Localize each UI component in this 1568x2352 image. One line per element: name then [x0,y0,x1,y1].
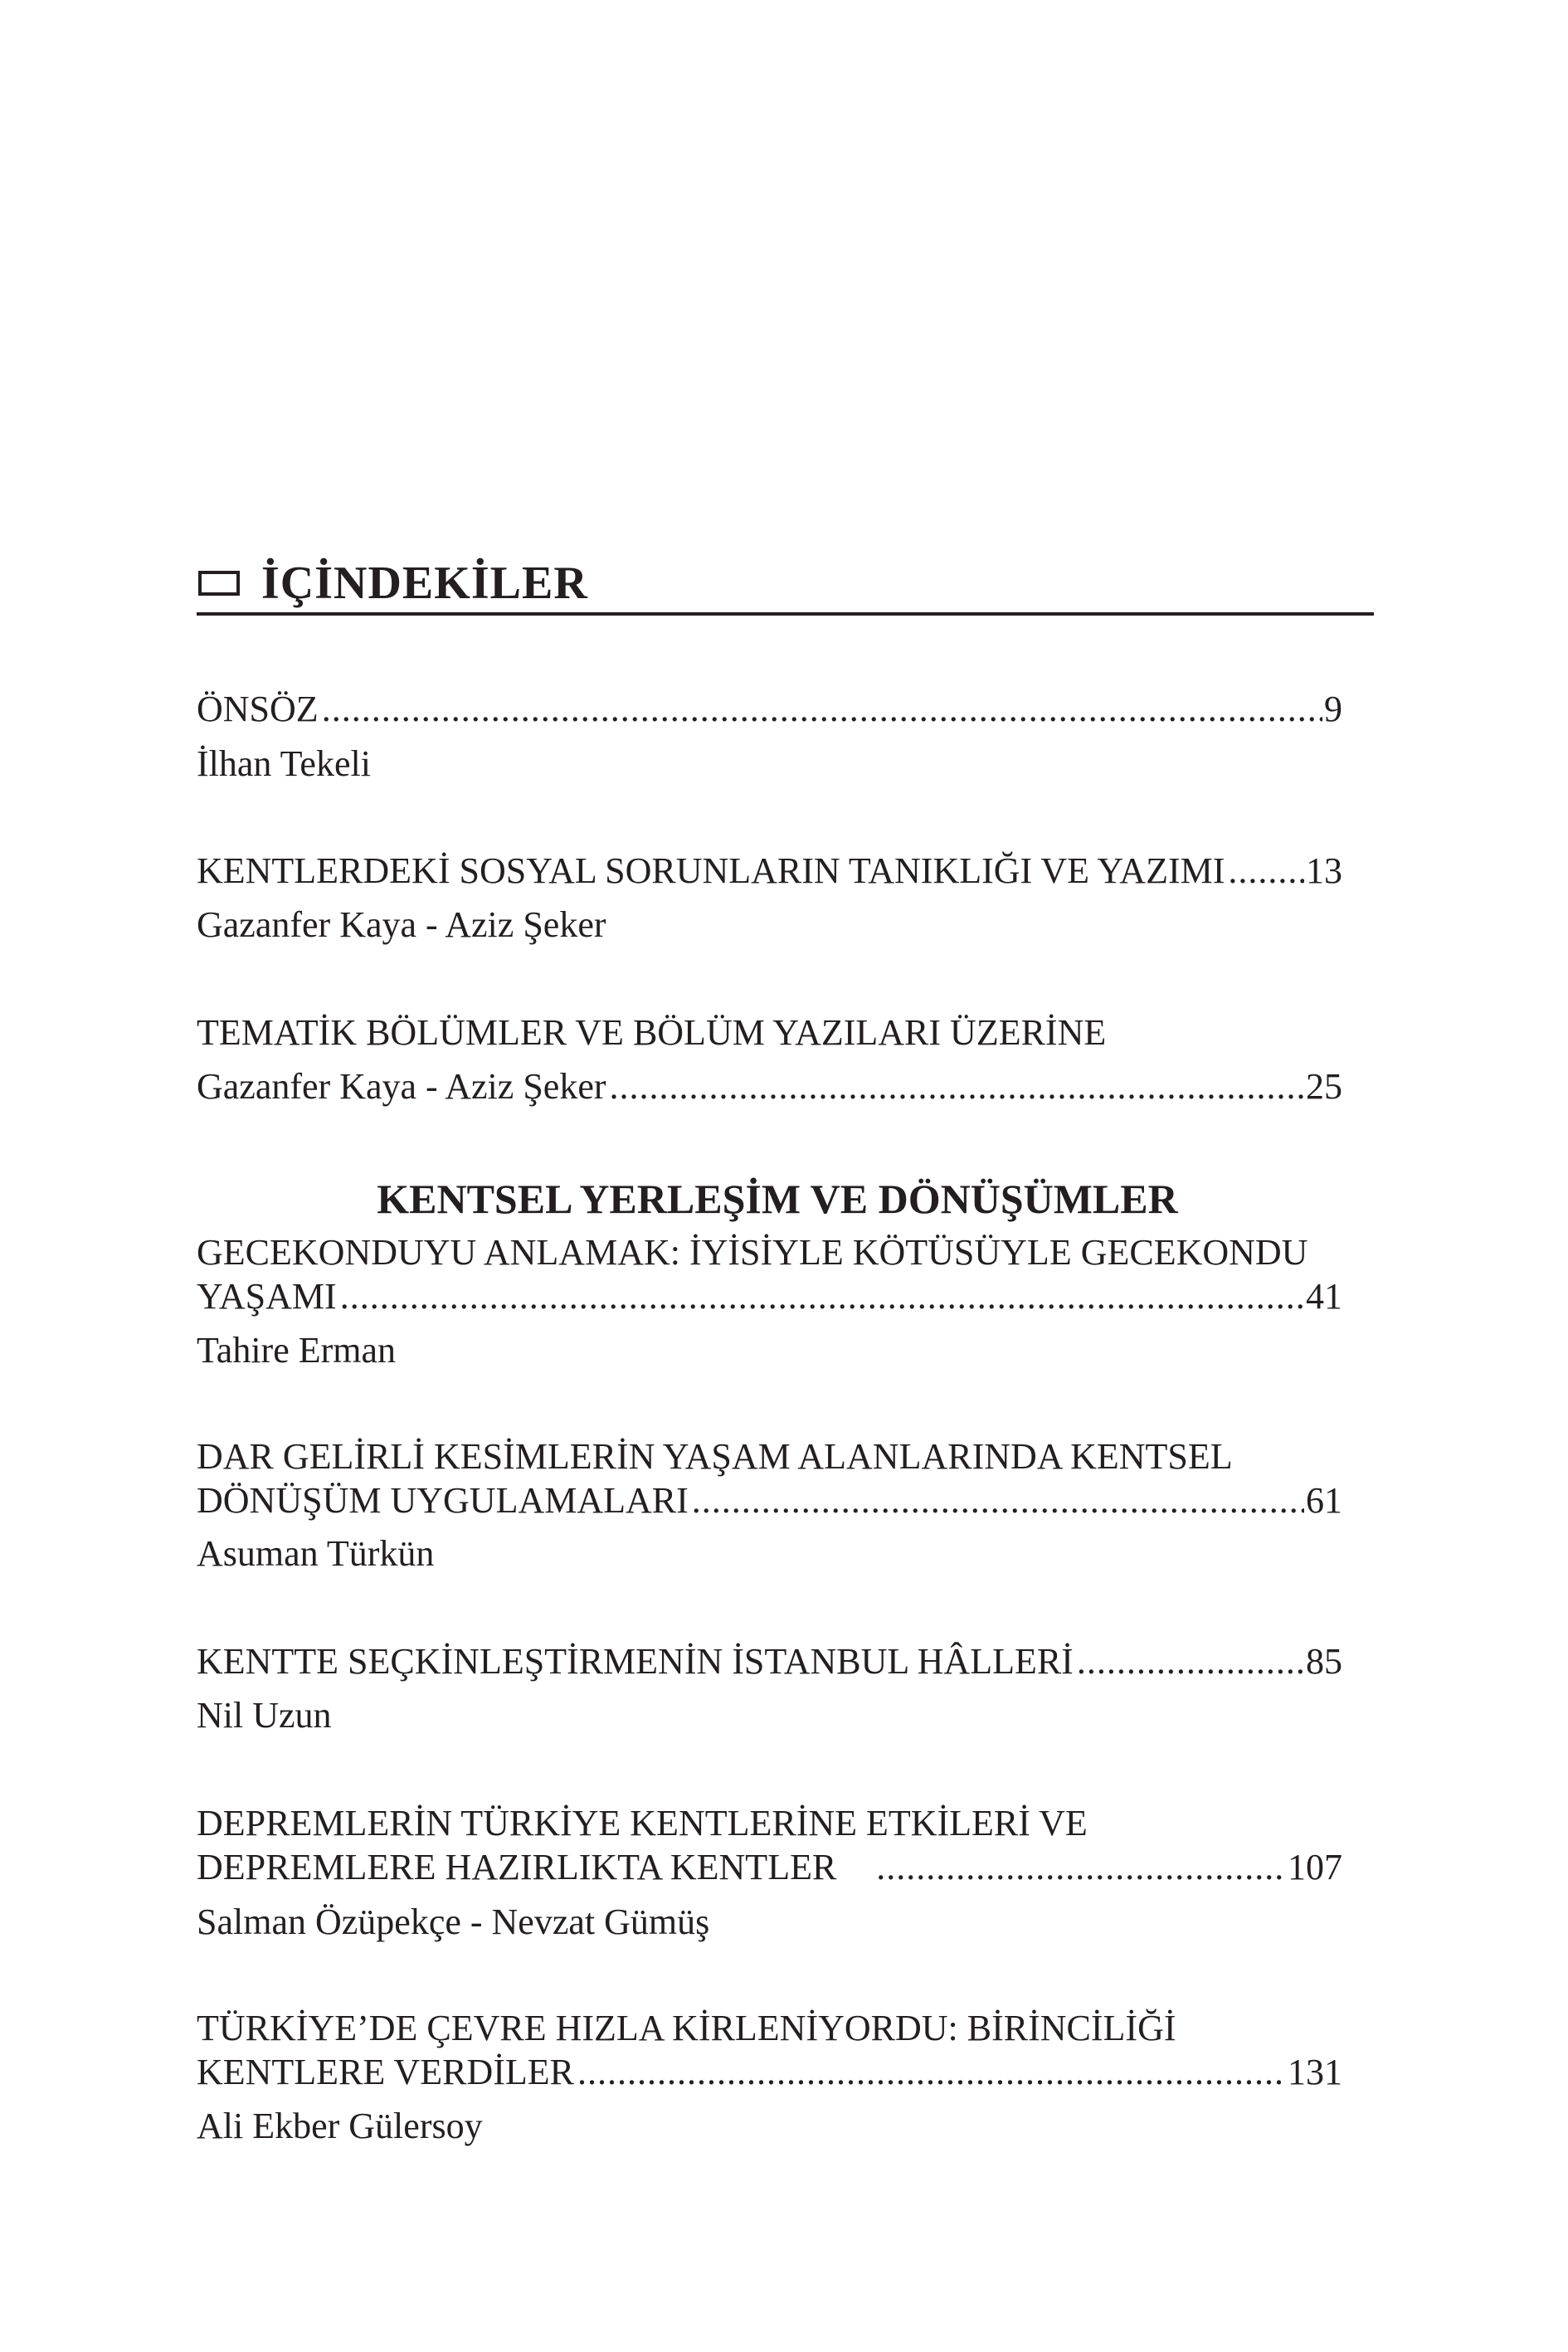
toc-entry-depremler[interactable] [197,1843,1342,1892]
entry-author: İlhan Tekeli [197,743,371,784]
dot-leader [692,1476,1304,1526]
entry-author: Gazanfer Kaya - Aziz Şeker [197,904,606,945]
toc-entry-gecekondu[interactable] [197,1272,1342,1322]
entry-title-line2: DÖNÜŞÜM UYGULAMALARI [197,1480,689,1521]
entry-author: Tahire Erman [197,1330,397,1371]
toc-header [197,554,1374,616]
entry-title: ÖNSÖZ [197,689,319,729]
entry-title-line1[interactable]: TÜRKİYE’DE ÇEVRE HIZLA KİRLENİYORDU: BİRİNCİLİĞİ [197,2008,1176,2048]
dot-leader [876,1843,1286,1892]
entry-author: Asuman Türkün [197,1533,435,1574]
dot-leader [1228,846,1304,896]
page-number: 61 [1306,1480,1342,1521]
entry-title: KENTTE SEÇKİNLEŞTİRMENİN İSTANBUL HÂLLERİ [197,1641,1074,1682]
entry-title[interactable]: TEMATİK BÖLÜMLER VE BÖLÜM YAZILARI ÜZERİNE [197,1012,1107,1053]
toc-entry-cevre[interactable] [197,2048,1342,2097]
entry-title-line1[interactable]: DAR GELİRLİ KESİMLERİN YAŞAM ALANLARINDA KENTSEL [197,1436,1233,1477]
entry-author: Gazanfer Kaya - Aziz Şeker [197,1066,606,1107]
entry-title-line1[interactable]: GECEKONDUYU ANLAMAK: İYİSİYLE KÖTÜSÜYLE GECEKONDU [197,1232,1308,1273]
page-number: 41 [1306,1276,1342,1317]
toc-entry-tanikligi[interactable] [197,846,1342,896]
page-number: 13 [1306,850,1342,891]
dot-leader [610,1062,1305,1112]
entry-title-line2: YAŞAMI [197,1276,337,1317]
page-number: 85 [1306,1641,1342,1682]
page-title: İÇİNDEKİLER [261,558,588,609]
page-number: 25 [1306,1066,1342,1107]
entry-author: Nil Uzun [197,1695,332,1736]
page-number: 9 [1324,689,1342,729]
toc-entry-tematik[interactable] [197,1062,1342,1112]
dot-leader [322,684,1322,734]
entry-author: Ali Ekber Gülersoy [197,2106,483,2146]
entry-author: Salman Özüpekçe - Nevzat Gümüş [197,1902,710,1942]
toc-entry-dar-gelirli[interactable] [197,1476,1342,1526]
entry-title-line2: DEPREMLERE HAZIRLIKTA KENTLER [197,1847,837,1887]
dot-leader [577,2048,1286,2097]
dot-leader [340,1272,1304,1322]
toc-entry-seckinlestirme[interactable] [197,1637,1342,1687]
page-number: 107 [1288,1847,1342,1887]
section-heading: KENTSEL YERLEŞİM VE DÖNÜŞÜMLER [377,1176,1178,1222]
dot-leader [1077,1637,1304,1687]
entry-title: KENTLERDEKİ SOSYAL SORUNLARIN TANIKLIĞI VE YAZIMI [197,850,1225,891]
square-icon [198,571,240,596]
entry-title-line2: KENTLERE VERDİLER [197,2052,575,2092]
entry-title-line1[interactable]: DEPREMLERİN TÜRKİYE KENTLERİNE ETKİLERİ VE [197,1803,1088,1843]
toc-entry-onsoz[interactable] [197,684,1342,734]
page-number: 131 [1288,2052,1342,2092]
